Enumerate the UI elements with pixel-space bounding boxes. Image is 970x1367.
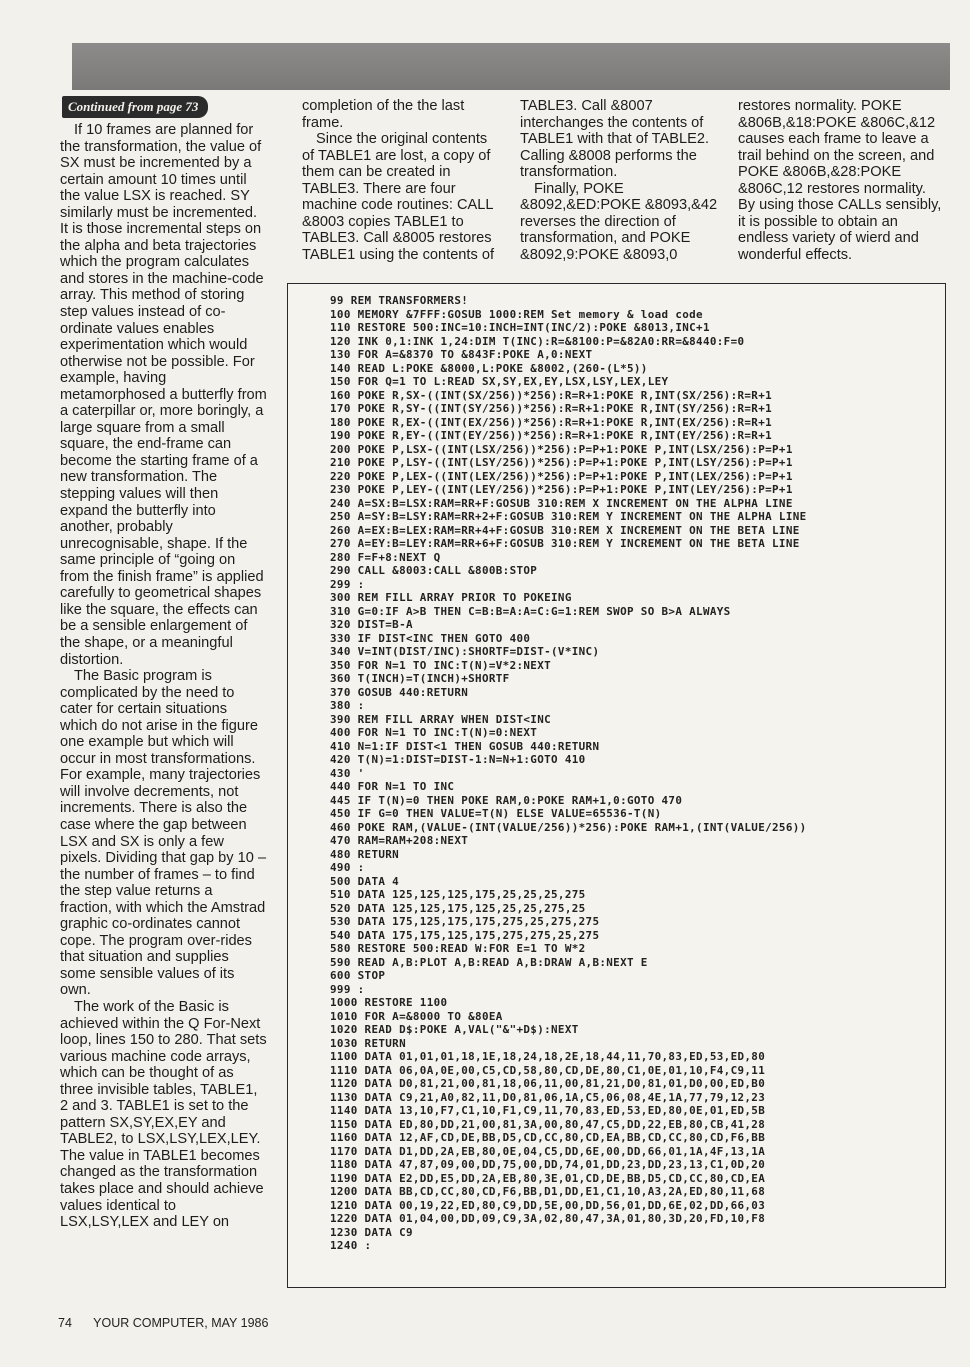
code-line: 100 MEMORY &7FFF:GOSUB 1000:REM Set memory & load code <box>330 307 703 321</box>
code-line: 340 V=INT(DIST/INC):SHORTF=DIST-(V*INC) <box>330 645 600 658</box>
code-line: 200 POKE P,LSX-((INT(LSX/256))*256):P=P+1:POKE P,INT(LSX/256):P=P+1 <box>330 442 793 456</box>
code-line: 310 G=0:IF A>B THEN C=B:B=A:A=C:G=1:REM SWOP SO B>A ALWAYS <box>330 604 731 618</box>
paragraph: TABLE3. Call &8007 interchanges the contents of TABLE1 with that of TABLE2. Calling &8008 performs the transformation. <box>520 98 710 181</box>
program-listing <box>287 283 946 1288</box>
code-line: 140 READ L:POKE &8000,L:POKE &8002,(260-(L*5)) <box>330 361 648 375</box>
code-line: 190 POKE R,EY-((INT(EY/256))*256):R=R+1:POKE R,INT(EY/256):R=R+1 <box>330 429 773 442</box>
code-line: 1120 DATA D0,81,21,00,81,18,06,11,00,81,21,D0,81,01,D0,00,ED,B0 <box>330 1077 766 1090</box>
code-line: 360 T(INCH)=T(INCH)+SHORTF <box>330 672 510 685</box>
code-line: 299 : <box>330 577 365 591</box>
code-line: 180 POKE R,EX-((INT(EX/256))*256):R=R+1:POKE R,INT(EX/256):R=R+1 <box>330 415 773 429</box>
code-line: 1020 READ D$:POKE A,VAL("&"+D$):NEXT <box>330 1023 579 1036</box>
publication-line: YOUR COMPUTER, MAY 1986 <box>93 1316 269 1330</box>
paragraph: completion of the the last frame. <box>302 98 465 131</box>
column-4 <box>738 98 943 263</box>
code-line: 230 POKE P,LEY-((INT(LEY/256))*256):P=P+1:POKE P,INT(LEY/256):P=P+1 <box>330 483 793 496</box>
code-line: 1130 DATA C9,21,A0,82,11,D0,81,06,1A,C5,06,08,4E,1A,77,79,12,23 <box>330 1090 766 1104</box>
code-line: 390 REM FILL ARRAY WHEN DIST<INC <box>330 712 552 726</box>
code-line: 99 REM TRANSFORMERS! <box>330 294 469 307</box>
code-line: 370 GOSUB 440:RETURN <box>330 685 469 699</box>
code-line: 120 INK 0,1:INK 1,24:DIM T(INC):R=&8100:P=&82A0:RR=&8440:F=0 <box>330 334 745 348</box>
code-line: 330 IF DIST<INC THEN GOTO 400 <box>330 631 531 645</box>
code-line: 1200 DATA BB,CD,CC,80,CD,F6,BB,D1,DD,E1,C1,10,A3,2A,ED,80,11,68 <box>330 1185 766 1198</box>
code-line: 490 : <box>330 861 365 874</box>
code-line: 600 STOP <box>330 969 386 982</box>
paragraph: Finally, POKE &8092,&ED:POKE &8093,&42 reverses the direction of transformation, and POKE &8092,9:POKE &8093,0 <box>520 180 718 263</box>
paragraph: The work of the Basic is achieved within the Q For-Next loop, lines 150 to 280. That sets various machine code arrays, which can be thought of as three invisible tables, TABLE1, 2 and 3. TABLE1 is set to the pattern SX,SY,EX,EY and TABLE2, to LSX,LSY,LEX,LEY. The value in TABLE1 becomes changed as the transformation takes place and should achieve values identical to LSX,LSY,LEX and LEY on <box>60 998 267 1231</box>
code-line: 1210 DATA 00,19,22,ED,80,C9,DD,5E,00,DD,56,01,DD,6E,02,DD,66,03 <box>330 1198 766 1212</box>
page-number: 74 <box>58 1316 72 1330</box>
code-line: 480 RETURN <box>330 847 400 861</box>
code-line: 1000 RESTORE 1100 <box>330 996 448 1009</box>
code-line: 320 DIST=B-A <box>330 618 413 631</box>
paragraph: Since the original contents of TABLE1 are lost, a copy of them can be created in TABLE3. There are four machine code routines: CALL &8003 copies TABLE1 to TABLE3. Call &8005 restores TABLE1 using the contents of <box>302 131 494 263</box>
code-line: 260 A=EX:B=LEX:RAM=RR+4+F:GOSUB 310:REM X INCREMENT ON THE BETA LINE <box>330 523 800 537</box>
code-line: 1190 DATA E2,DD,E5,DD,2A,EB,80,3E,01,CD,DE,BB,D5,CD,CC,80,CD,EA <box>330 1171 766 1185</box>
code-line: 1170 DATA D1,DD,2A,EB,80,0E,04,C5,DD,6E,00,DD,66,01,1A,4F,13,1A <box>330 1144 766 1158</box>
code-line: 380 : <box>330 699 365 712</box>
code-line: 445 IF T(N)=0 THEN POKE RAM,0:POKE RAM+1,0:GOTO 470 <box>330 793 683 807</box>
code-line: 500 DATA 4 <box>330 874 400 888</box>
code-line: 1180 DATA 47,87,09,00,DD,75,00,DD,74,01,DD,23,DD,23,13,C1,0D,20 <box>330 1158 766 1171</box>
code-line: 290 CALL &8003:CALL &800B:STOP <box>330 564 538 577</box>
code-line: 160 POKE R,SX-((INT(SX/256))*256):R=R+1:POKE R,INT(SX/256):R=R+1 <box>330 388 773 402</box>
code-line: 1110 DATA 06,0A,0E,00,C5,CD,58,80,CD,DE,80,C1,0E,01,10,F4,C9,11 <box>330 1063 766 1077</box>
code-line: 590 READ A,B:PLOT A,B:READ A,B:DRAW A,B:NEXT E <box>330 955 648 969</box>
header-band <box>72 43 950 90</box>
code-line: 350 FOR N=1 TO INC:T(N)=V*2:NEXT <box>330 658 552 672</box>
code-line: 400 FOR N=1 TO INC:T(N)=0:NEXT <box>330 726 538 739</box>
code-line: 999 : <box>330 982 365 996</box>
code-line: 130 FOR A=&8370 TO &843F:POKE A,0:NEXT <box>330 348 593 361</box>
code-line: 440 FOR N=1 TO INC <box>330 780 455 793</box>
code-line: 420 T(N)=1:DIST=DIST-1:N=N+1:GOTO 410 <box>330 753 586 766</box>
code-line: 300 REM FILL ARRAY PRIOR TO POKEING <box>330 591 572 604</box>
code-line: 1140 DATA 13,10,F7,C1,10,F1,C9,11,70,83,ED,53,ED,80,0E,01,ED,5B <box>330 1104 766 1117</box>
column-3 <box>520 98 722 263</box>
code-line: 1220 DATA 01,04,00,DD,09,C9,3A,02,80,47,3A,01,80,3D,20,FD,10,F8 <box>330 1212 766 1225</box>
code-line: 210 POKE P,LSY-((INT(LSY/256))*256):P=P+1:POKE P,INT(LSY/256):P=P+1 <box>330 456 793 469</box>
code-line: 270 A=EY:B=LEY:RAM=RR+6+F:GOSUB 310:REM Y INCREMENT ON THE BETA LINE <box>330 537 800 550</box>
paragraph: restores normality. POKE &806B,&18:POKE &806C,&12 causes each frame to leave a trail behind on the screen, and POKE &806B,&28:POKE &806C,12 restores normality. By using those CALLs sensibly, it is possible to obtain an endless variety of wierd and wonderful effects. <box>738 98 942 263</box>
code-line: 240 A=SX:B=LSX:RAM=RR+F:GOSUB 310:REM X INCREMENT ON THE ALPHA LINE <box>330 496 793 510</box>
paragraph: The Basic program is complicated by the need to cater for certain situations which do not arise in the figure one example but which will occur in most transformations. For example, many trajectories will involve decrements, not increments. There is also the case where the gap between LSX and SX is only a few pixels. Dividing that gap by 10 – the number of frames – to find the step value returns a fraction, with which the Amstrad graphic co-ordinates cannot cope. The program over-rides that situation and supplies some sensible values of its own. <box>60 668 267 999</box>
code-line: 1240 : <box>330 1239 372 1252</box>
column-2 <box>302 98 502 263</box>
code-line: 250 A=SY:B=LSY:RAM=RR+2+F:GOSUB 310:REM Y INCREMENT ON THE ALPHA LINE <box>330 510 807 523</box>
code-line: 1160 DATA 12,AF,CD,DE,BB,D5,CD,CC,80,CD,EA,BB,CD,CC,80,CD,F6,BB <box>330 1131 766 1144</box>
continued-badge: Continued from page 73 <box>62 96 208 118</box>
code-line: 1100 DATA 01,01,01,18,1E,18,24,18,2E,18,44,11,70,83,ED,53,ED,80 <box>330 1050 766 1063</box>
code-line: 460 POKE RAM,(VALUE-(INT(VALUE/256))*256):POKE RAM+1,(INT(VALUE/256)) <box>330 820 807 834</box>
code-line: 1150 DATA ED,80,DD,21,00,81,3A,00,80,47,C5,DD,22,EB,80,CB,41,28 <box>330 1117 766 1131</box>
code-line: 520 DATA 125,125,175,125,25,25,275,25 <box>330 901 586 915</box>
code-block <box>330 294 807 1253</box>
code-line: 1010 FOR A=&8000 TO &80EA <box>330 1009 503 1023</box>
code-line: 280 F=F+8:NEXT Q <box>330 550 441 564</box>
code-line: 1230 DATA C9 <box>330 1225 413 1239</box>
code-line: 580 RESTORE 500:READ W:FOR E=1 TO W*2 <box>330 942 586 955</box>
code-line: 150 FOR Q=1 TO L:READ SX,SY,EX,EY,LSX,LSY,LEX,LEY <box>330 375 669 388</box>
column-1 <box>60 96 268 1231</box>
code-line: 530 DATA 175,125,175,175,275,25,275,275 <box>330 915 600 928</box>
code-line: 170 POKE R,SY-((INT(SY/256))*256):R=R+1:POKE R,INT(SY/256):R=R+1 <box>330 402 773 415</box>
code-line: 1030 RETURN <box>330 1036 406 1050</box>
page-footer <box>58 1316 286 1330</box>
paragraph: If 10 frames are planned for the transformation, the value of SX must be incremented by a certain amount 10 times until the value LSX is reached. SY similarly must be incremented. It is those incremental steps on the alpha and beta trajectories which the program calculates and stores in the machine-code array. This method of storing step values instead of co-ordinate values enables experimentation which would otherwise not be possible. For example, having metamorphosed a butterfly from a caterpillar or, more boringly, a large square from a small square, the end-frame can become the starting frame of a new transformation. The stepping values will then expand the butterfly into another, probably unrecognisable, shape. If the same principle of “going on from the finish frame” is applied carefully to geometrical shapes like the square, the effects can be a sensible enlargement of the shape, or a meaningful distortion. <box>60 122 267 668</box>
code-line: 470 RAM=RAM+208:NEXT <box>330 834 469 847</box>
code-line: 430 ' <box>330 766 365 780</box>
code-line: 220 POKE P,LEX-((INT(LEX/256))*256):P=P+1:POKE P,INT(LEX/256):P=P+1 <box>330 469 793 483</box>
code-line: 450 IF G=0 THEN VALUE=T(N) ELSE VALUE=65536-T(N) <box>330 807 662 820</box>
code-line: 110 RESTORE 500:INC=10:INCH=INT(INC/2):POKE &8013,INC+1 <box>330 321 710 334</box>
code-line: 540 DATA 175,175,125,175,275,275,25,275 <box>330 928 600 942</box>
code-line: 510 DATA 125,125,125,175,25,25,25,275 <box>330 888 586 901</box>
code-line: 410 N=1:IF DIST<1 THEN GOSUB 440:RETURN <box>330 739 600 753</box>
